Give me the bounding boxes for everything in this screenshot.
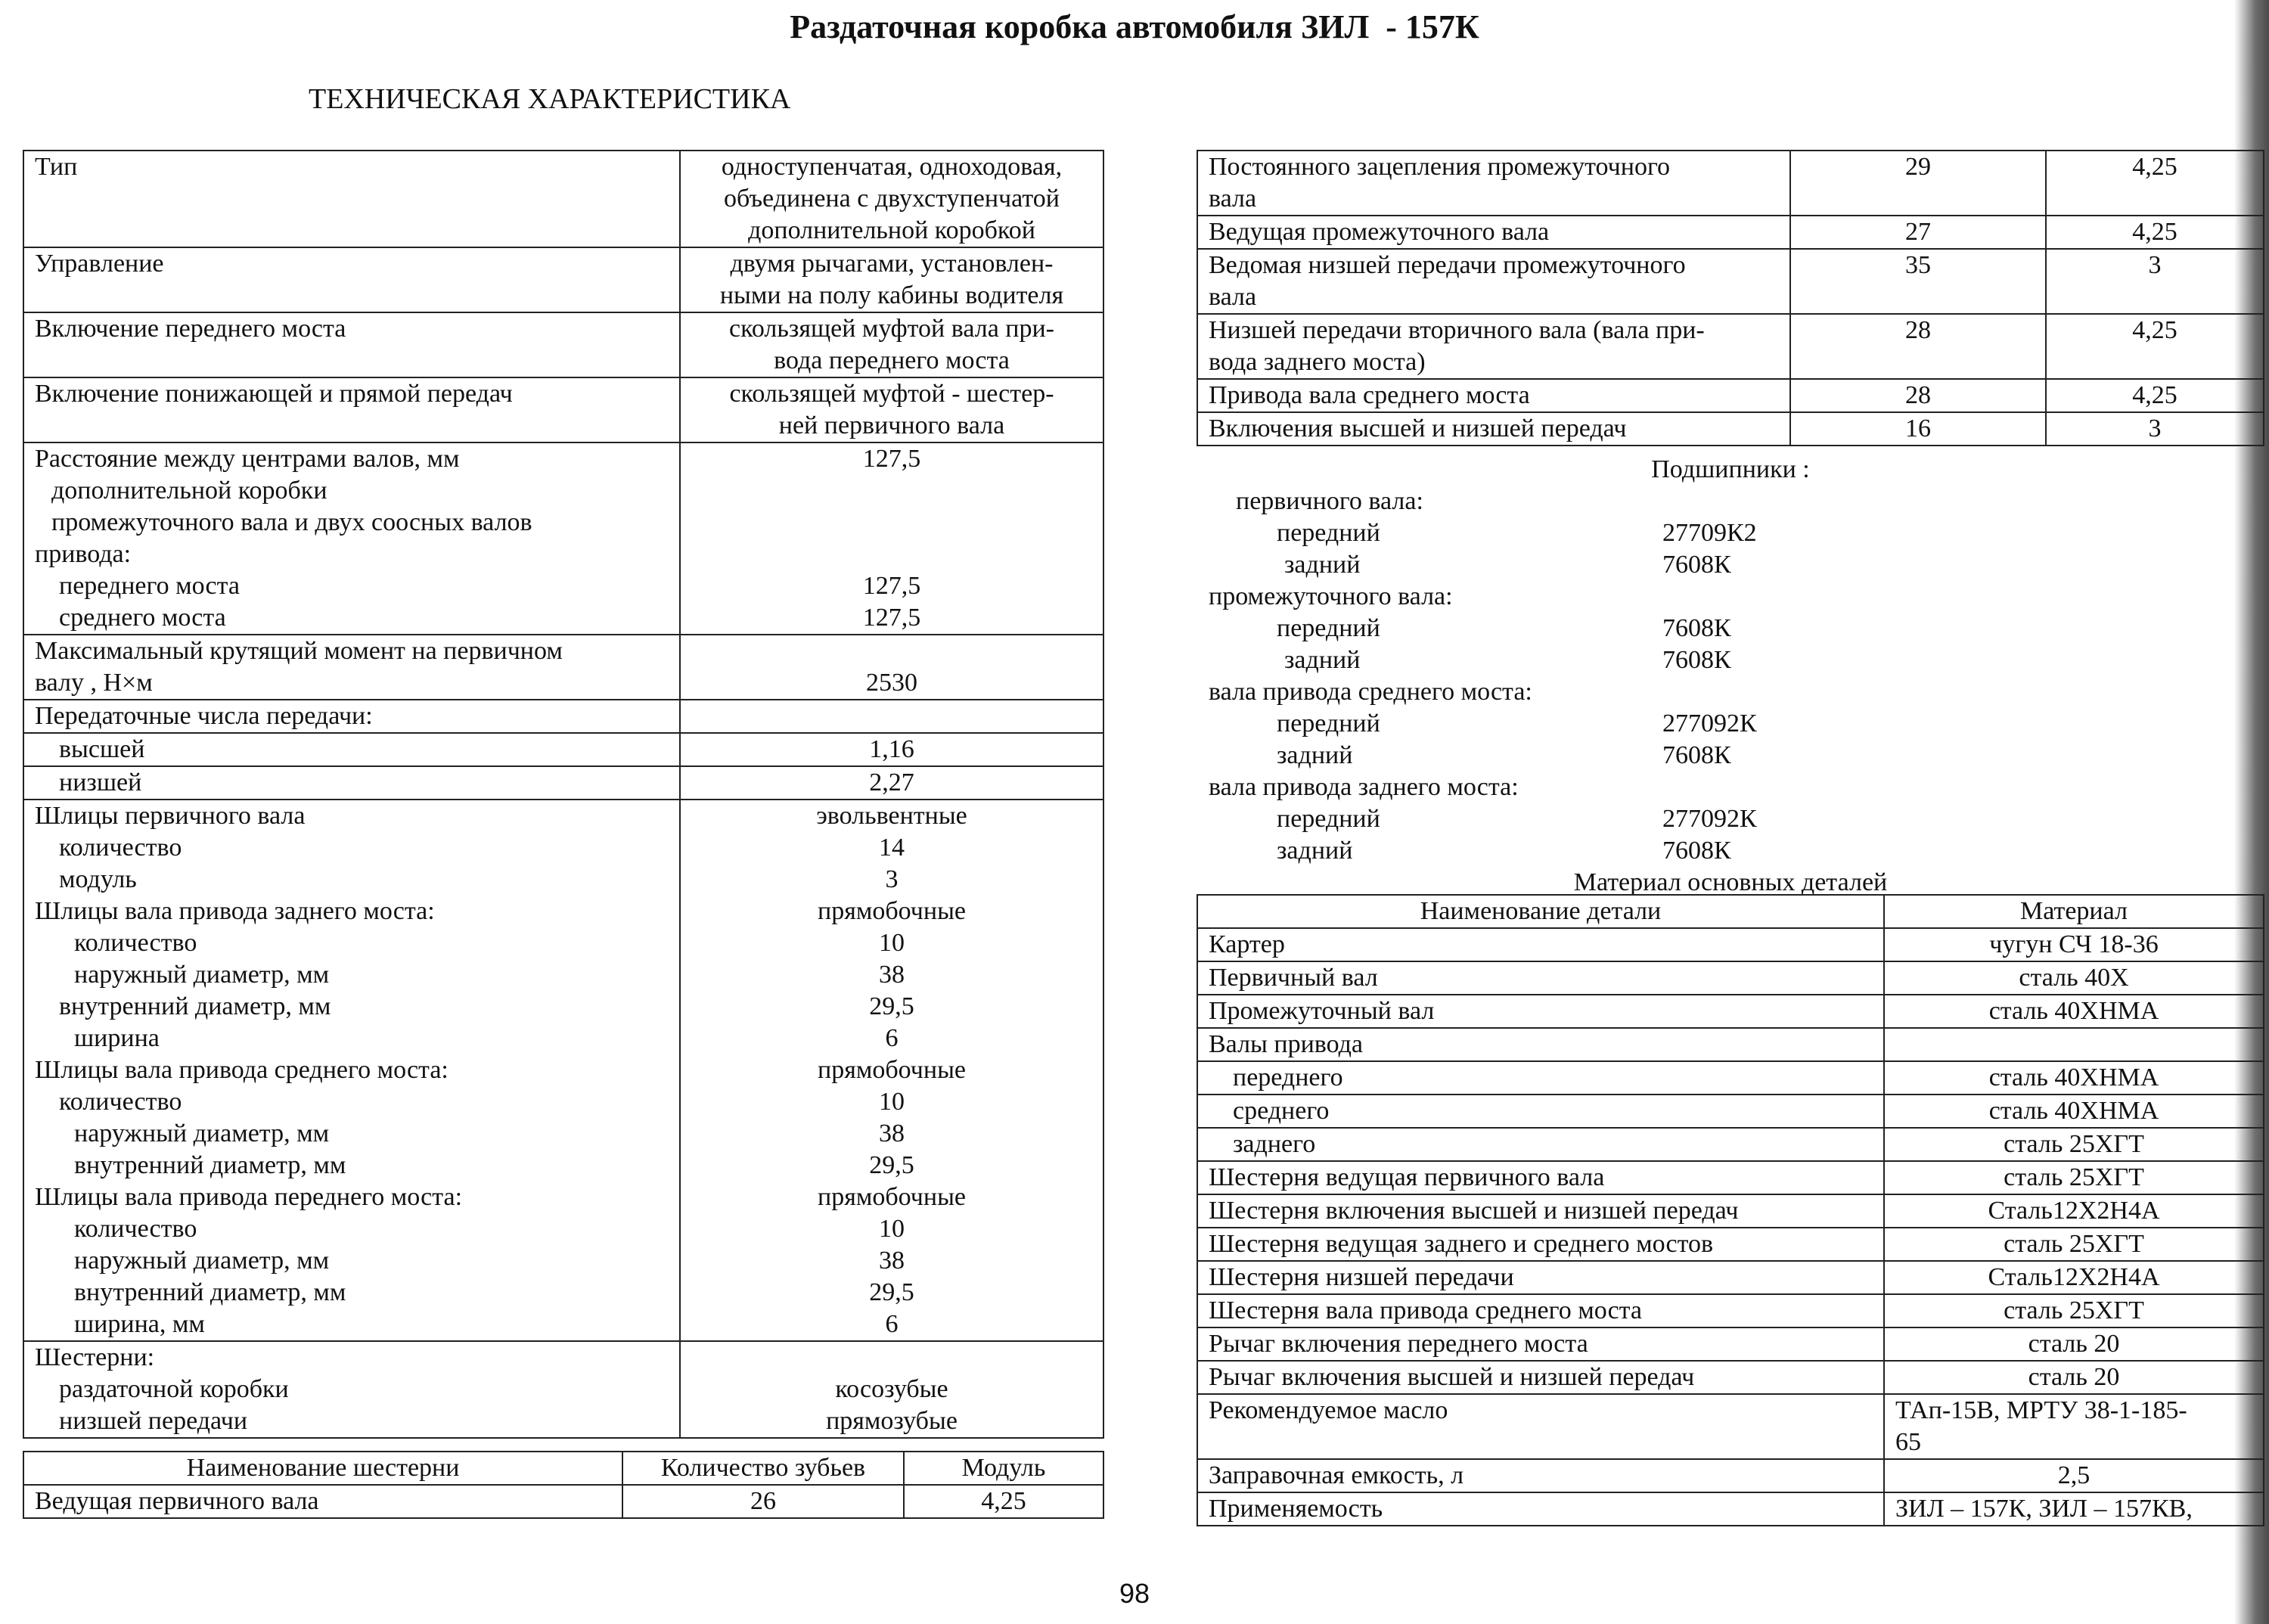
bearing-item: передний 7608К (1277, 614, 1731, 642)
bearing-group-name: вала привода заднего моста: (1209, 773, 1519, 801)
spec-row-gears: Шестерни: раздаточной коробки низшей передачи косозубые прямозубые (23, 1341, 1103, 1438)
material-row: Рычаг включения высшей и низшей передач сталь 20 (1197, 1361, 2264, 1394)
gear-table-left (23, 1451, 1104, 1519)
spec-row-ratios-heading: Передаточные числа передачи: (23, 700, 1103, 733)
spec-row-control: Управление двумя рычагами, установлен- ными на полу кабины водителя (23, 247, 1103, 312)
material-row: Шестерня низшей передачи Сталь12Х2Н4А (1197, 1261, 2264, 1294)
materials-table (1197, 894, 2264, 1526)
materials-header: Наименование детали Материал (1197, 895, 2264, 928)
spec-row-splines: Шлицы первичного вала количество модуль Шлицы вала привода заднего моста: количество наружный диаметр, мм внутренний диаметр, мм ширина Шлицы вала привода среднего моста: количество наружный диаметр, мм внутренний диаметр, мм Шлицы вала привода переднего моста: количество наружный диаметр, мм внутренний диаметр, мм ширина, мм эвольвентные 14 3 прямобочные 10 38 29,5 6 прямобочные 10 38 29,5 прямобочные 10 38 29,5 6 (23, 800, 1103, 1341)
material-row: Рекомендуемое масло ТАп-15В, МРТУ 38-1-185- 65 (1197, 1394, 2264, 1459)
bearing-item: передний 27709К2 (1277, 519, 1757, 547)
spec-row-ratio-low: низшей 2,27 (23, 766, 1103, 800)
gear-row: Привода вала среднего моста 28 4,25 (1197, 379, 2264, 412)
bearing-item: передний 277092К (1277, 710, 1757, 737)
spec-row-max-torque: Максимальный крутящий момент на первичном валу , Н×м 2530 (23, 635, 1103, 700)
page-number: 98 (1119, 1578, 1150, 1609)
spec-table (23, 150, 1104, 1439)
bearing-item: передний 277092К (1277, 805, 1757, 833)
spec-row-front-axle: Включение переднего моста скользящей муфтой вала при- вода переднего моста (23, 312, 1103, 377)
material-row: Картер чугун СЧ 18-36 (1197, 928, 2264, 961)
material-row: Промежуточный вал сталь 40ХНМА (1197, 995, 2264, 1028)
gear-row: Низшей передачи вторичного вала (вала при- вода заднего моста) 28 4,25 (1197, 314, 2264, 379)
gear-row: Постоянного зацепления промежуточного вала 29 4,25 (1197, 151, 2264, 216)
material-row: Заправочная емкость, л 2,5 (1197, 1459, 2264, 1492)
bearings-section (1209, 454, 2252, 899)
bearing-item: задний 7608К (1277, 741, 1731, 769)
material-row: заднего сталь 25ХГТ (1197, 1128, 2264, 1161)
materials-heading: Материал основных деталей (1573, 868, 1888, 896)
material-row: Валы привода (1197, 1028, 2264, 1061)
material-row: Применяемость ЗИЛ – 157К, ЗИЛ – 157КВ, (1197, 1492, 2264, 1526)
gear-table-header: Наименование шестерни Количество зубьев Модуль (23, 1452, 1103, 1485)
material-row: Рычаг включения переднего моста сталь 20 (1197, 1327, 2264, 1361)
material-row: Шестерня ведущая заднего и среднего мостов сталь 25ХГТ (1197, 1228, 2264, 1261)
bearings-heading: Подшипники : (1651, 455, 1810, 483)
bearing-item: задний 7608К (1277, 837, 1731, 865)
bearing-group-name: промежуточного вала: (1209, 582, 1453, 610)
material-row: Шестерня вала привода среднего моста сталь 25ХГТ (1197, 1294, 2264, 1327)
spec-row-gear-shift: Включение понижающей и прямой передач скользящей муфтой - шестер- ней первичного вала (23, 377, 1103, 442)
bearing-item: задний 7608К (1284, 646, 1731, 674)
gear-row: Ведущая первичного вала 26 4,25 (23, 1485, 1103, 1518)
bearing-group-name: вала привода среднего моста: (1209, 678, 1532, 706)
gear-table-right (1197, 150, 2264, 446)
material-row: среднего сталь 40ХНМА (1197, 1095, 2264, 1128)
gear-row: Включения высшей и низшей передач 16 3 (1197, 412, 2264, 446)
gear-row: Ведущая промежуточного вала 27 4,25 (1197, 216, 2264, 249)
spec-row-type: Тип одноступенчатая, одноходовая, объединена с двухступенчатой дополнительной коробкой (23, 151, 1103, 247)
material-row: переднего сталь 40ХНМА (1197, 1061, 2264, 1095)
material-row: Шестерня ведущая первичного вала сталь 25ХГТ (1197, 1161, 2264, 1194)
section-heading: ТЕХНИЧЕСКАЯ ХАРАКТЕРИСТИКА (309, 83, 791, 115)
material-row: Шестерня включения высшей и низшей передач Сталь12Х2Н4А (1197, 1194, 2264, 1228)
spec-row-ratio-high: высшей 1,16 (23, 733, 1103, 766)
bearing-group-name: первичного вала: (1236, 487, 1423, 515)
bearing-item: задний 7608К (1284, 551, 1731, 579)
page-title: Раздаточная коробка автомобиля ЗИЛ - 157К (790, 8, 1479, 45)
material-row: Первичный вал сталь 40Х (1197, 961, 2264, 995)
spec-row-shaft-distance: Расстояние между центрами валов, мм дополнительной коробки промежуточного вала и двух соосных валов привода: переднего моста среднего моста 127,5 127,5 127,5 (23, 442, 1103, 635)
gear-row: Ведомая низшей передачи промежуточного вала 35 3 (1197, 249, 2264, 314)
